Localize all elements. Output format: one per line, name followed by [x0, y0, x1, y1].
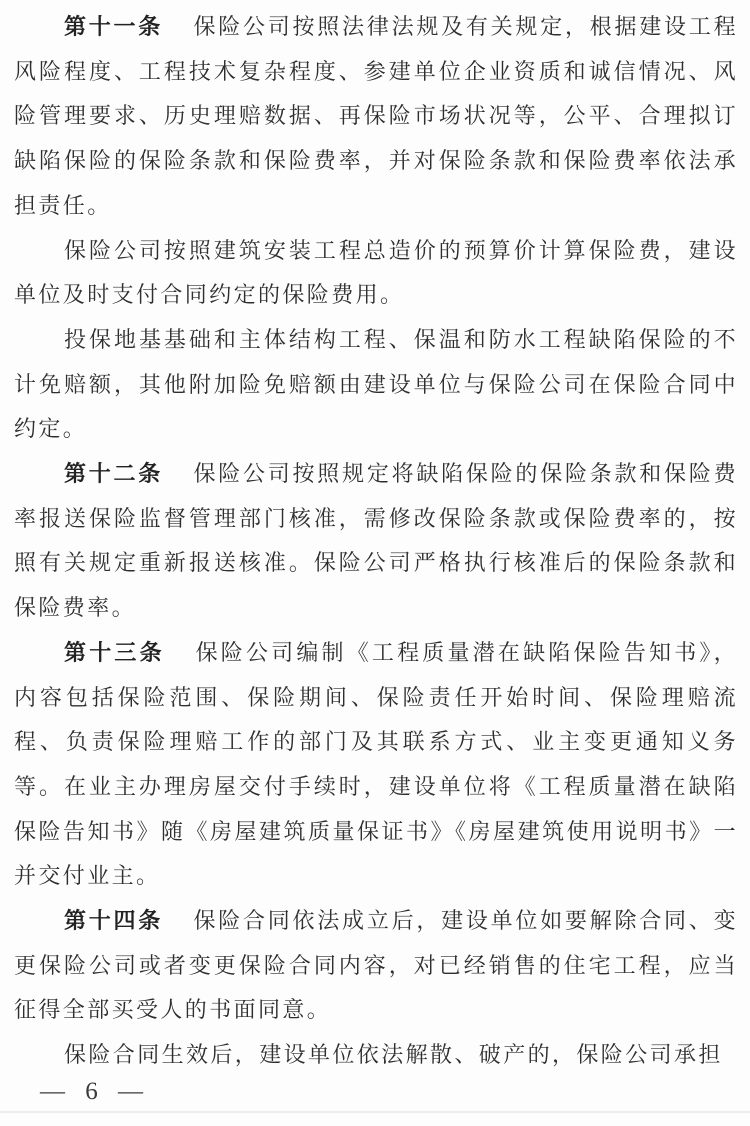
paragraph-text: 保险公司编制《工程质量潜在缺陷保险告知书》，内容包括保险范围、保险期间、保险责任开始时间、保险理赔流程、负责保险理赔工作的部门及其联系方式、业主变更通知义务等。在业主办理房屋交付手续时，建设单位将《工程质量潜在缺陷保险告知书》随《房屋建筑质量保证书》《房屋建筑使用说明书》一并交付业主。 — [14, 639, 738, 889]
article-number: 第十四条 — [64, 908, 164, 934]
article-number: 第十三条 — [64, 639, 165, 665]
page-number: — 6 — — [40, 1078, 145, 1105]
paragraph — [14, 318, 738, 452]
scan-artifact-line — [0, 1111, 750, 1113]
paragraph-text: 保险合同生效后，建设单位依法解散、破产的，保险公司承担 — [64, 1042, 723, 1068]
article-number: 第十一条 — [64, 14, 164, 39]
paragraph-article-12 — [14, 452, 738, 631]
paragraph-text: 保险合同依法成立后，建设单位如要解除合同、变更保险公司或者变更保险合同内容，对已经销售的住宅工程，应当征得全部买受人的书面同意。 — [14, 908, 738, 1023]
paragraph-text: 保险公司按照规定将缺陷保险的保险条款和保险费率报送保险监督管理部门核准，需修改保险条款或保险费率的，按照有关规定重新报送核准。保险公司严格执行核准后的保险条款和保险费率。 — [14, 461, 738, 621]
paragraph-text: 投保地基基础和主体结构工程、保温和防水工程缺陷保险的不计免赔额，其他附加险免赔额由建设单位与保险公司在保险合同中约定。 — [14, 326, 738, 442]
paragraph-article-13 — [14, 631, 738, 899]
paragraph — [14, 1033, 738, 1078]
paragraph-text: 保险公司按照法律法规及有关规定，根据建设工程风险程度、工程技术复杂程度、参建单位企业资质和诚信情况、风险管理要求、历史理赔数据、再保险市场状况等，公平、合理拟订缺陷保险的保险条款和保险费率，并对保险条款和保险费率依法承担责任。 — [14, 14, 738, 218]
paragraph-article-11 — [14, 5, 738, 229]
paragraph — [14, 229, 738, 318]
paragraph-article-14 — [14, 899, 738, 1033]
article-number: 第十二条 — [64, 461, 164, 487]
paragraph-text: 保险公司按照建筑安装工程总造价的预算价计算保险费，建设单位及时支付合同约定的保险费用。 — [14, 237, 738, 308]
